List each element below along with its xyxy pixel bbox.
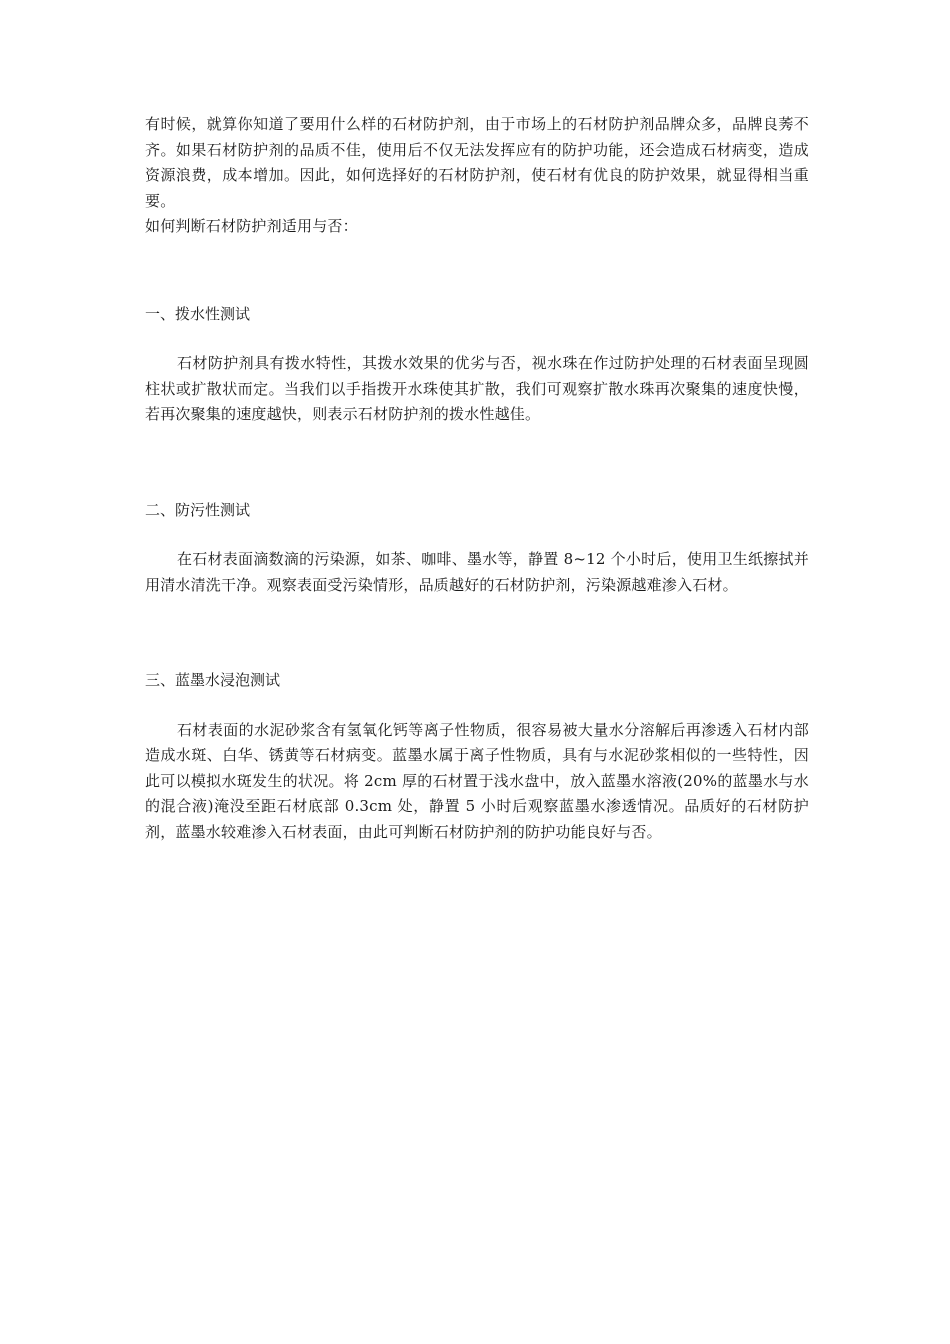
intro-paragraph: 有时候，就算你知道了要用什么样的石材防护剂，由于市场上的石材防护剂品牌众多，品牌良莠不齐。如果石材防护剂的品质不佳，使用后不仅无法发挥应有的防护功能，还会造成石材病变，造成资源浪费，成本增加。因此，如何选择好的石材防护剂，使石材有优良的防护效果，就显得相当重要。 [145, 115, 809, 210]
spacer [145, 598, 809, 668]
intro-question: 如何判断石材防护剂适用与否： [145, 217, 358, 235]
section-body: 石材防护剂具有拨水特性，其拨水效果的优劣与否，视水珠在作过防护处理的石材表面呈现圆柱状或扩散状而定。当我们以手指拨开水珠使其扩散，我们可观察扩散水珠再次聚集的速度快慢，若再次聚集的速度越快，则表示石材防护剂的拨水性越佳。 [145, 354, 809, 423]
spacer [145, 327, 809, 351]
spacer [145, 240, 809, 302]
section-body: 在石材表面滴数滴的污染源，如茶、咖啡、墨水等，静置 8~12 个小时后，使用卫生纸擦拭并用清水清洗干净。观察表面受污染情形，品质越好的石材防护剂，污染源越难渗入石材。 [145, 550, 809, 594]
spacer [145, 523, 809, 547]
section-water-repellency [145, 302, 809, 428]
section-heading: 二、防污性测试 [145, 500, 251, 519]
section-blue-ink-test [145, 668, 809, 845]
section-heading: 一、拨水性测试 [145, 304, 251, 323]
spacer [145, 428, 809, 498]
section-body: 石材表面的水泥砂浆含有氢氧化钙等离子性物质，很容易被大量水分溶解后再渗透入石材内部造成水斑、白华、锈黄等石材病变。蓝墨水属于离子性物质，具有与水泥砂浆相似的一些特性，因此可以模拟水斑发生的状况。将 2cm 厚的石材置于浅水盘中，放入蓝墨水溶液(20%的蓝墨水与水的混合液)淹没至距石材底部 0.3cm 处，静置 5 小时后观察蓝墨水渗透情况。品质好的石材防护剂，蓝墨水较难渗入石材表面，由此可判断石材防护剂的防护功能良好与否。 [145, 720, 809, 841]
spacer [145, 694, 809, 718]
section-heading: 三、蓝墨水浸泡测试 [145, 671, 281, 689]
document-page [145, 112, 809, 845]
section-stain-resistance [145, 498, 809, 599]
